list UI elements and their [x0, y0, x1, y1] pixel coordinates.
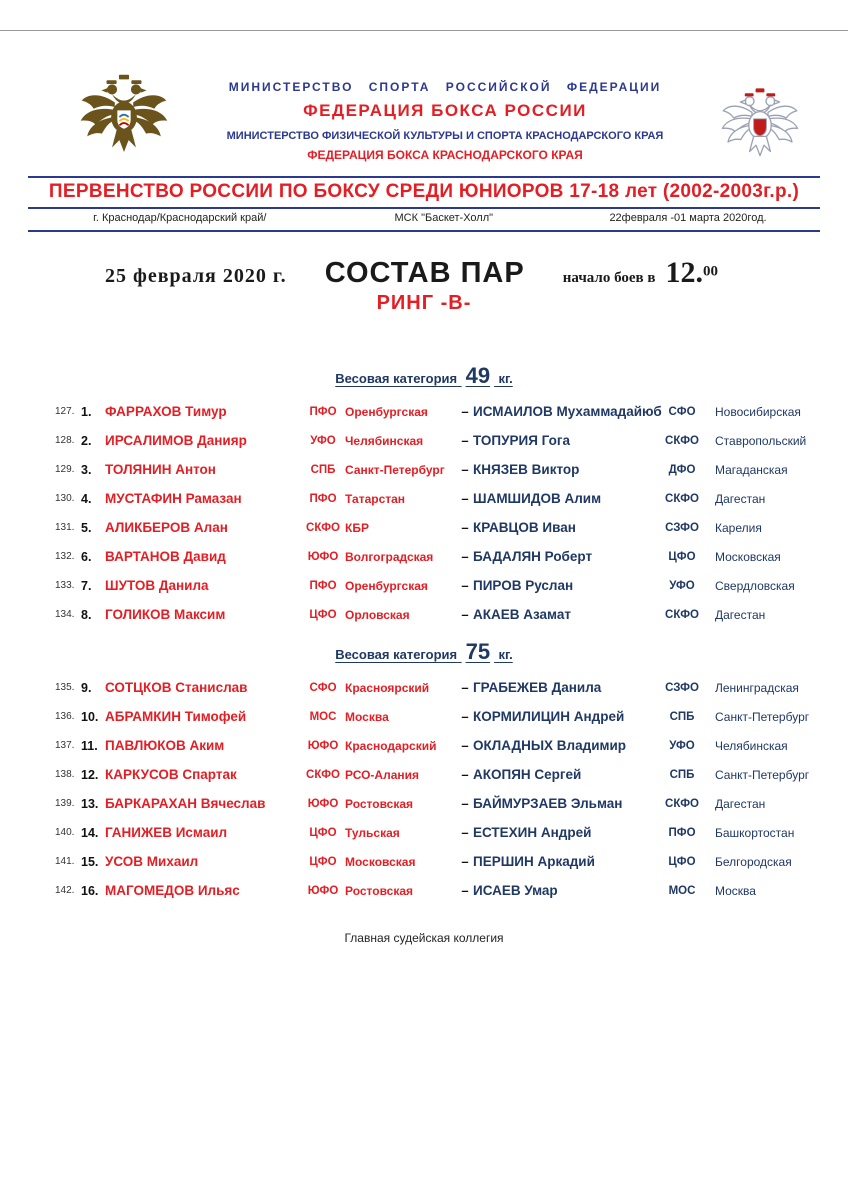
category-label-prefix: Весовая категория	[335, 371, 458, 386]
ministry-regional-line: МИНИСТЕРСТВО ФИЗИЧЕСКОЙ КУЛЬТУРЫ И СПОРТА КРАСНОДАРСКОГО КРАЯ	[226, 130, 664, 142]
blue-corner-region: Новосибирская	[715, 404, 801, 419]
red-corner-region: Ростовская	[345, 796, 414, 811]
blue-corner-name: КОРМИЛИЦИН Андрей	[473, 709, 625, 724]
blue-corner-region: Ленинградская	[715, 680, 799, 695]
weight-category-section-49	[0, 363, 848, 629]
category-weight: 49	[465, 363, 491, 388]
versus-dash: –	[461, 607, 469, 622]
red-corner-region: Оренбургская	[345, 578, 428, 593]
blue-corner-federation: СКФО	[665, 492, 699, 505]
blue-corner-federation: ЦФО	[668, 855, 696, 868]
bout-number: 11.	[81, 738, 98, 753]
bout-row	[55, 513, 848, 542]
blue-corner-region: Ставропольский	[715, 433, 807, 448]
blue-corner-region: Дагестан	[715, 796, 766, 811]
red-corner-federation: ЦФО	[309, 608, 337, 621]
bout-code: 140.	[55, 827, 75, 838]
red-corner-region: Санкт-Петербург	[345, 462, 445, 477]
red-corner-name: ПАВЛЮКОВ Аким	[105, 738, 225, 753]
bout-row	[55, 455, 848, 484]
red-corner-federation: ЮФО	[307, 797, 339, 810]
blue-corner-federation: СКФО	[665, 608, 699, 621]
blue-corner-name: ЕСТЕХИН Андрей	[473, 825, 592, 840]
blue-corner-region: Московская	[715, 549, 781, 564]
bout-row	[55, 702, 848, 731]
blue-corner-federation: ДФО	[668, 463, 696, 476]
venue-row	[28, 209, 820, 232]
red-corner-name: СОТЦКОВ Станислав	[105, 680, 248, 695]
blue-corner-federation: ЦФО	[668, 550, 696, 563]
tournament-title-banner	[28, 176, 820, 209]
blue-corner-federation: СПБ	[669, 768, 695, 781]
tournament-title: ПЕРВЕНСТВО РОССИИ ПО БОКСУ СРЕДИ ЮНИОРОВ 17-18 лет (2002-2003г.р.)	[48, 181, 800, 202]
bout-row	[55, 484, 848, 513]
event-title: СОСТАВ ПАР	[324, 257, 525, 289]
double-eagle-icon	[720, 86, 800, 166]
weight-category-section-75	[0, 639, 848, 905]
red-corner-name: АЛИКБЕРОВ Алан	[105, 520, 228, 535]
blue-corner-region: Челябинская	[715, 738, 788, 753]
bout-code: 137.	[55, 740, 75, 751]
red-corner-federation: ЮФО	[307, 884, 339, 897]
red-corner-federation: МОС	[309, 710, 337, 723]
blue-corner-name: ИСМАИЛОВ Мухаммадайюб	[473, 404, 662, 419]
bout-row	[55, 426, 848, 455]
blue-corner-federation: УФО	[669, 579, 695, 592]
bout-row	[55, 571, 848, 600]
bout-number: 12.	[81, 767, 99, 782]
category-header	[0, 363, 848, 389]
red-corner-region: Ростовская	[345, 883, 414, 898]
red-corner-federation: СПБ	[310, 463, 336, 476]
event-line	[0, 232, 848, 290]
blue-corner-name: БАЙМУРЗАЕВ Эльман	[473, 796, 623, 811]
document-header	[0, 72, 848, 166]
bout-row	[55, 397, 848, 426]
versus-dash: –	[461, 709, 469, 724]
blue-corner-name: КНЯЗЕВ Виктор	[473, 462, 580, 477]
venue-hall: МСК "Баскет-Холл"	[394, 212, 494, 224]
bout-list	[0, 673, 848, 905]
versus-dash: –	[461, 883, 469, 898]
versus-dash: –	[461, 825, 469, 840]
federation-russia-line: ФЕДЕРАЦИЯ БОКСА РОССИИ	[303, 101, 587, 120]
blue-corner-federation: СЗФО	[665, 681, 699, 694]
versus-dash: –	[461, 738, 469, 753]
page-top-divider	[0, 30, 848, 31]
red-corner-name: ШУТОВ Данила	[105, 578, 209, 593]
bout-row	[55, 847, 848, 876]
bout-number: 13.	[81, 796, 99, 811]
blue-corner-name: АКАЕВ Азамат	[473, 607, 571, 622]
red-corner-federation: СКФО	[306, 768, 340, 781]
blue-corner-federation: СЗФО	[665, 521, 699, 534]
red-corner-region: Волгоградская	[345, 549, 434, 564]
red-corner-name: МУСТАФИН Рамазан	[105, 491, 242, 506]
bout-code: 127.	[55, 406, 75, 417]
boxing-federation-emblem	[720, 86, 800, 166]
red-corner-federation: ЮФО	[307, 739, 339, 752]
bout-number: 9.	[81, 680, 92, 695]
blue-corner-name: ПИРОВ Руслан	[473, 578, 574, 593]
bout-number: 3.	[81, 462, 92, 477]
versus-dash: –	[461, 767, 469, 782]
red-corner-region: Красноярский	[345, 680, 430, 695]
blue-corner-federation: УФО	[669, 739, 695, 752]
ministry-federal-line: МИНИСТЕРСТВО СПОРТА РОССИЙСКОЙ ФЕДЕРАЦИИ	[228, 80, 662, 94]
blue-corner-name: ШАМШИДОВ Алим	[473, 491, 602, 506]
versus-dash: –	[461, 404, 469, 419]
versus-dash: –	[461, 854, 469, 869]
versus-dash: –	[461, 549, 469, 564]
blue-corner-region: Санкт-Петербург	[715, 767, 810, 782]
bout-code: 131.	[55, 522, 75, 533]
red-corner-region: Челябинская	[345, 433, 424, 448]
judging-panel-note: Главная судейская коллегия	[344, 931, 504, 945]
venue-dates: 22февраля -01 марта 2020год.	[609, 212, 767, 224]
red-corner-name: БАРКАРАХАН Вячеслав	[105, 796, 266, 811]
red-corner-name: АБРАМКИН Тимофей	[105, 709, 247, 724]
category-label-suffix: кг.	[498, 371, 513, 386]
red-corner-region: Тульская	[345, 825, 400, 840]
blue-corner-federation: СФО	[668, 405, 696, 418]
blue-corner-name: КРАВЦОВ Иван	[473, 520, 576, 535]
red-corner-region: РСО-Алания	[345, 767, 419, 782]
red-corner-federation: ЦФО	[309, 855, 337, 868]
red-corner-region: Краснодарский	[345, 738, 437, 753]
bout-row	[55, 876, 848, 905]
bout-row	[55, 789, 848, 818]
ring-label: РИНГ -В-	[376, 292, 472, 314]
bout-code: 135.	[55, 682, 75, 693]
bout-number: 5.	[81, 520, 92, 535]
bout-code: 138.	[55, 769, 75, 780]
blue-corner-region: Москва	[715, 883, 756, 898]
red-corner-region: Оренбургская	[345, 404, 428, 419]
red-corner-name: ИРСАЛИМОВ Данияр	[105, 433, 247, 448]
red-corner-name: ВАРТАНОВ Давид	[105, 549, 226, 564]
versus-dash: –	[461, 680, 469, 695]
bout-number: 14.	[81, 825, 99, 840]
bout-code: 139.	[55, 798, 75, 809]
versus-dash: –	[461, 578, 469, 593]
red-corner-federation: ПФО	[309, 579, 337, 592]
bout-number: 2.	[81, 433, 92, 448]
blue-corner-region: Карелия	[715, 520, 762, 535]
header-text-block	[170, 72, 720, 162]
category-label-suffix: кг.	[498, 647, 513, 662]
bout-row	[55, 731, 848, 760]
bout-code: 136.	[55, 711, 75, 722]
blue-corner-federation: МОС	[668, 884, 696, 897]
bout-row	[55, 673, 848, 702]
red-corner-name: ТОЛЯНИН Антон	[105, 462, 216, 477]
red-corner-name: ГОЛИКОВ Максим	[105, 607, 226, 622]
blue-corner-region: Санкт-Петербург	[715, 709, 810, 724]
blue-corner-federation: СКФО	[665, 434, 699, 447]
versus-dash: –	[461, 491, 469, 506]
bout-number: 7.	[81, 578, 92, 593]
blue-corner-name: БАДАЛЯН Роберт	[473, 549, 593, 564]
start-time	[563, 256, 718, 290]
category-weight: 75	[465, 639, 491, 664]
double-eagle-icon	[78, 72, 170, 164]
red-corner-name: ГАНИЖЕВ Исмаил	[105, 825, 228, 840]
bout-code: 133.	[55, 580, 75, 591]
red-corner-region: Татарстан	[345, 491, 406, 506]
blue-corner-region: Башкортостан	[715, 825, 795, 840]
blue-corner-federation: СКФО	[665, 797, 699, 810]
event-date: 25 февраля 2020 г.	[105, 265, 287, 287]
bout-row	[55, 760, 848, 789]
red-corner-federation: ПФО	[309, 492, 337, 505]
blue-corner-name: АКОПЯН Сергей	[473, 767, 582, 782]
red-corner-region: Орловская	[345, 607, 410, 622]
bout-code: 141.	[55, 856, 75, 867]
versus-dash: –	[461, 520, 469, 535]
bout-row	[55, 600, 848, 629]
bout-list	[0, 397, 848, 629]
bout-code: 130.	[55, 493, 75, 504]
red-corner-federation: СКФО	[306, 521, 340, 534]
bout-number: 16.	[81, 883, 99, 898]
red-corner-federation: ПФО	[309, 405, 337, 418]
blue-corner-region: Магаданская	[715, 462, 788, 477]
versus-dash: –	[461, 796, 469, 811]
bout-code: 129.	[55, 464, 75, 475]
bout-number: 8.	[81, 607, 92, 622]
category-label	[335, 363, 513, 388]
versus-dash: –	[461, 433, 469, 448]
red-corner-federation: СФО	[309, 681, 337, 694]
red-corner-federation: ЦФО	[309, 826, 337, 839]
blue-corner-name: ИСАЕВ Умар	[473, 883, 558, 898]
bout-number: 10.	[81, 709, 99, 724]
blue-corner-federation: СПБ	[669, 710, 695, 723]
blue-corner-region: Белгородская	[715, 854, 792, 869]
blue-corner-name: ТОПУРИЯ Гога	[473, 433, 571, 448]
venue-city: г. Краснодар/Краснодарский край/	[93, 212, 267, 224]
start-time-prefix: начало боев в	[562, 270, 656, 286]
blue-corner-name: ПЕРШИН Аркадий	[473, 854, 595, 869]
bout-number: 6.	[81, 549, 92, 564]
red-corner-name: КАРКУСОВ Спартак	[105, 767, 237, 782]
bout-code: 128.	[55, 435, 75, 446]
versus-dash: –	[461, 462, 469, 477]
red-corner-name: МАГОМЕДОВ Ильяс	[105, 883, 240, 898]
start-time-hour: 12.	[665, 256, 703, 289]
blue-corner-region: Свердловская	[715, 578, 795, 593]
ministry-sport-emblem	[78, 72, 170, 164]
bout-row	[55, 542, 848, 571]
red-corner-region: Московская	[345, 854, 416, 869]
category-label-prefix: Весовая категория	[335, 647, 458, 662]
blue-corner-name: ОКЛАДНЫХ Владимир	[473, 738, 627, 753]
blue-corner-region: Дагестан	[715, 607, 766, 622]
red-corner-federation: УФО	[310, 434, 336, 447]
red-corner-region: Москва	[345, 709, 389, 724]
bout-code: 134.	[55, 609, 75, 620]
federation-regional-line: ФЕДЕРАЦИЯ БОКСА КРАСНОДАРСКОГО КРАЯ	[307, 148, 583, 162]
bout-code: 132.	[55, 551, 75, 562]
bout-number: 1.	[81, 404, 92, 419]
blue-corner-name: ГРАБЕЖЕВ Данила	[473, 680, 602, 695]
start-time-minutes: 00	[703, 263, 718, 280]
category-header	[0, 639, 848, 665]
bout-number: 4.	[81, 491, 92, 506]
red-corner-name: УСОВ Михаил	[105, 854, 199, 869]
bout-code: 142.	[55, 885, 75, 896]
bout-number: 15.	[81, 854, 99, 869]
red-corner-federation: ЮФО	[307, 550, 339, 563]
blue-corner-region: Дагестан	[715, 491, 766, 506]
category-label	[335, 639, 513, 664]
bout-row	[55, 818, 848, 847]
blue-corner-federation: ПФО	[668, 826, 696, 839]
red-corner-region: КБР	[345, 520, 369, 535]
red-corner-name: ФАРРАХОВ Тимур	[105, 404, 227, 419]
